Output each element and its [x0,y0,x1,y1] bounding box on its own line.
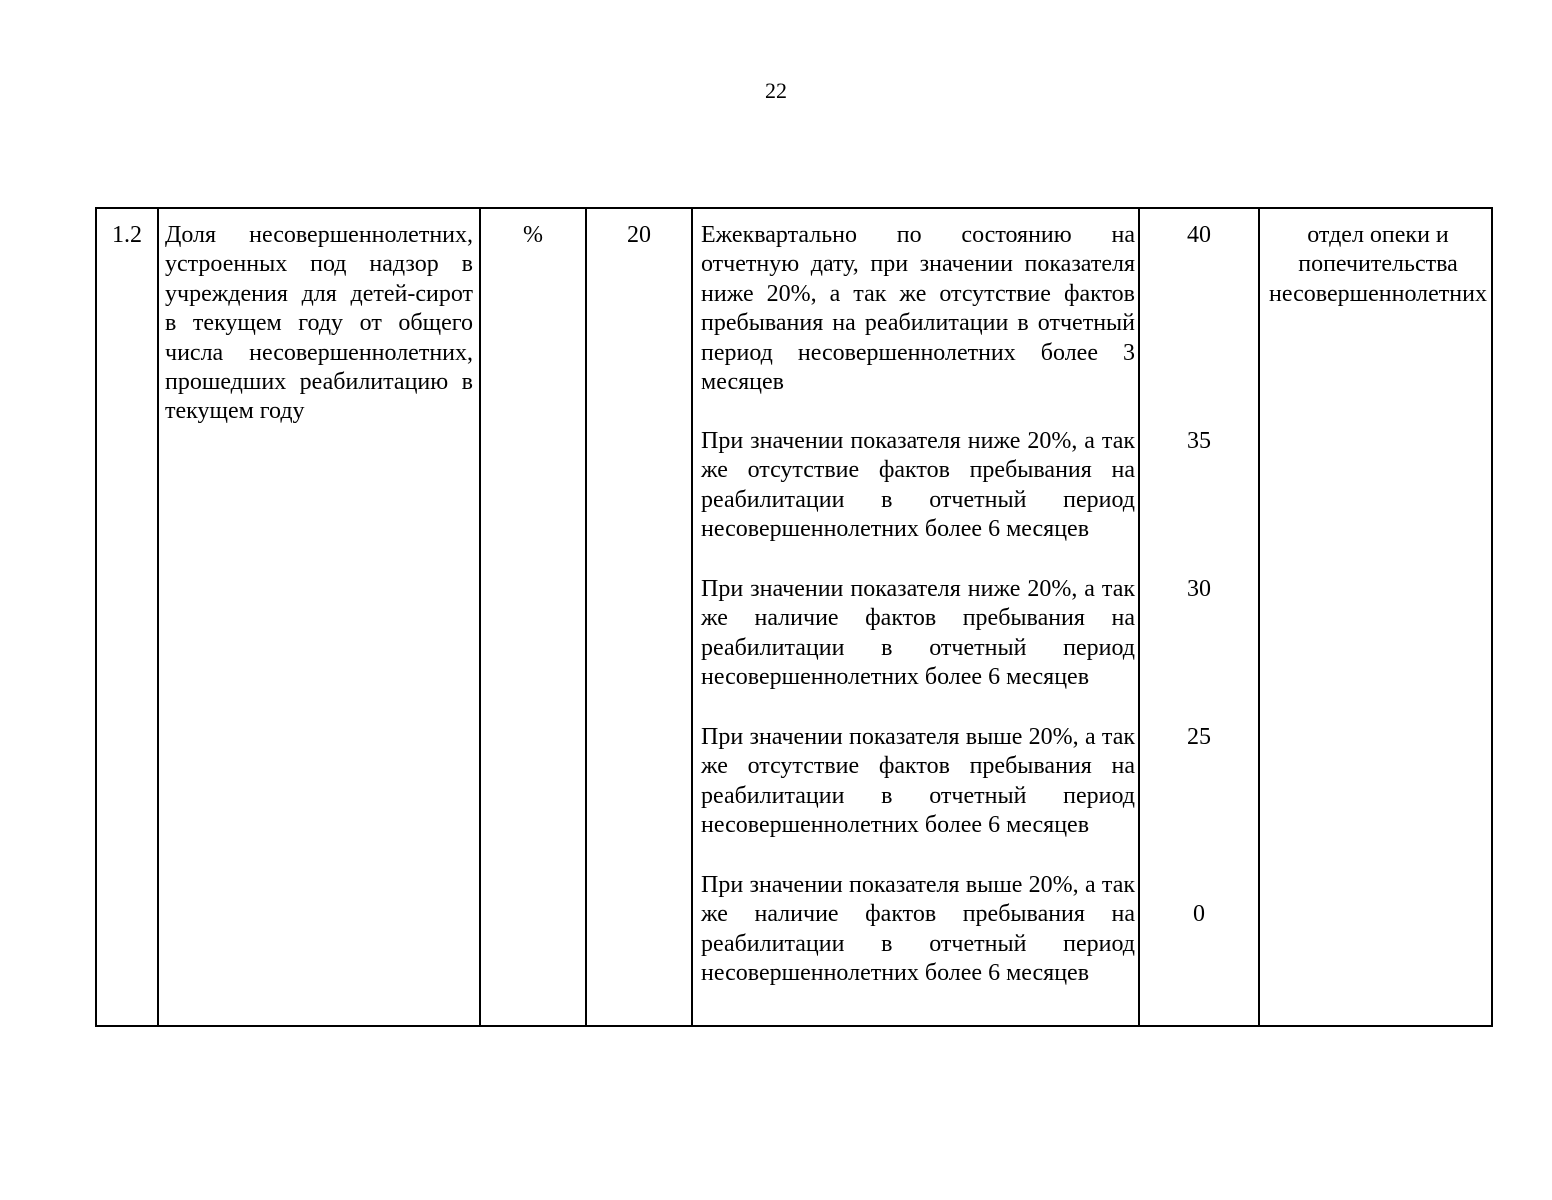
responsible-department: отдел опеки и попечительства несовершеннолетних [1269,222,1487,307]
column-divider [157,209,159,1025]
criterion-condition-3: При значении показателя ниже 20%, а так же наличие фактов пребывания на реабилитации в отчетный период несовершеннолетних более 6 месяцев [701,576,1135,691]
column-divider [479,209,481,1025]
indicator-table [95,207,1493,1027]
criterion-score-3: 30 [1187,576,1211,602]
column-divider [691,209,693,1025]
criterion-condition-1: Ежеквартально по состоянию на отчетную дату, при значении показателя ниже 20%, а так же отсутствие фактов пребывания на реабилитации в отчетный период несовершеннолетних более 3 месяцев [701,222,1135,396]
criterion-score-1: 40 [1187,222,1211,248]
column-divider [585,209,587,1025]
unit: % [523,222,543,248]
criterion-score-5: 0 [1193,901,1205,927]
target-value: 20 [627,222,651,248]
criterion-score-4: 25 [1187,724,1211,750]
column-divider [1138,209,1140,1025]
page-number: 22 [765,78,787,103]
criterion-condition-4: При значении показателя выше 20%, а так же отсутствие фактов пребывания на реабилитации в отчетный период несовершеннолетних более 6 месяцев [701,724,1135,839]
indicator-name: Доля несовершеннолетних, устроенных под надзор в учреждения для детей-сирот в текущем году от общего числа несовершеннолетних, прошедших реабилитацию в текущем году [165,222,473,425]
column-divider [1258,209,1260,1025]
criterion-score-2: 35 [1187,428,1211,454]
row-number: 1.2 [112,222,142,248]
criterion-condition-2: При значении показателя ниже 20%, а так же отсутствие фактов пребывания на реабилитации в отчетный период несовершеннолетних более 6 месяцев [701,428,1135,543]
criterion-condition-5: При значении показателя выше 20%, а так же наличие фактов пребывания на реабилитации в отчетный период несовершеннолетних более 6 месяцев [701,872,1135,987]
